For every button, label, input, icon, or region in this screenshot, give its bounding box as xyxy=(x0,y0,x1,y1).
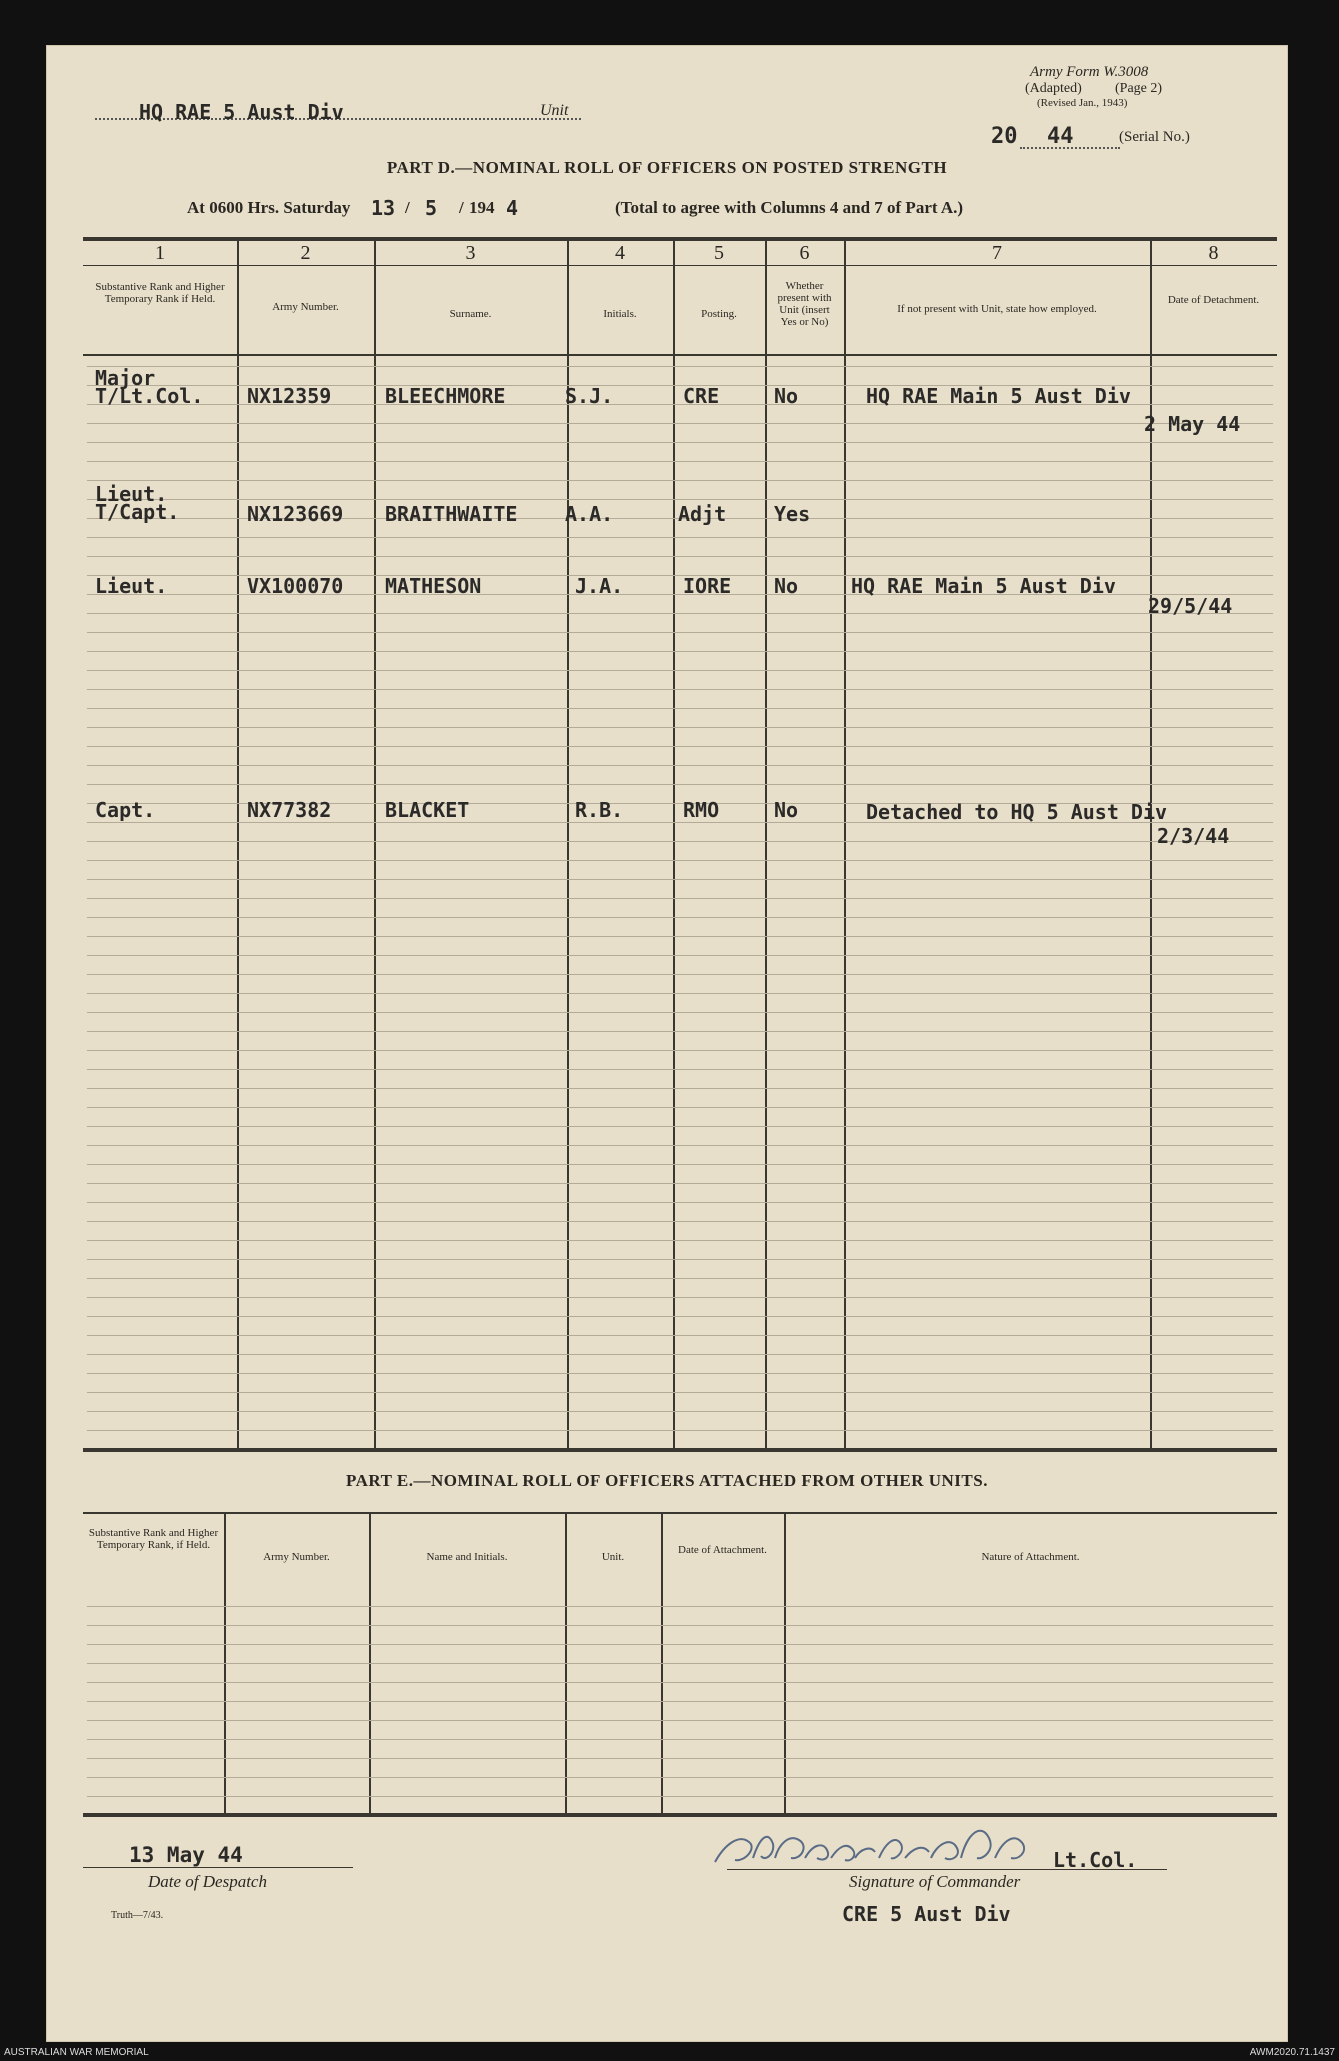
revised-label: (Revised Jan., 1943) xyxy=(1037,97,1128,109)
part-d-header-1: Substantive Rank and Higher Temporary Rank if Held. xyxy=(95,281,225,305)
year-prefix: 194 xyxy=(469,198,495,217)
form-paper: Army Form W.3008 (Adapted) (Page 2) (Revised Jan., 1943) HQ RAE 5 Aust Div Unit 20 44 (Serial No.) PART D.—NOMINAL ROLL OF OFFICERS ON POSTED STRENGTH At 0600 Hrs. Saturday 13 / 5 / 194 4 (Total to agree with Columns 4 and 7 of Part A.) 1 2 3 4 5 6 7 8 Substantive Rank and Higher Temporary Rank if Held. Army Number. Surname. Initials. Posting. Whether present with Unit (insert Yes or No) If not present with Unit, state how employed. Date of Detachment. Major T/Lt.Col. NX12359 BLEECHMORE S.J. CRE No HQ RAE Main 5 Aust Div 2 May 44 Lieut. T/Capt. NX123669 BRAITHWAITE A.A. Adjt Yes Lieut. VX100070 MATHESON J.A. IORE No HQ RAE Main 5 Aust Div 29/5/44 Capt. NX77382 BLACKET R.B. RMO No Detached to HQ 5 Aust Div 2/3/44 PART E.—NOMINAL ROLL OF OFFICERS ATTACHED FROM OTHER UNITS. Substantive Rank and Higher Temporary Rank, if Held. Army Number. Name and Initials. Unit. Date of Attachment. Nature of Attachment. 13 May 44 Date of Despatch Truth—7/43. Lt.Col. Signature of Commander CRE 5 Aust Div xyxy=(46,45,1288,2042)
column-number-rule xyxy=(83,265,1277,266)
column-number-6: 6 xyxy=(799,242,810,264)
row-2-surname: BRAITHWAITE xyxy=(385,502,518,526)
row-3-date: 29/5/44 xyxy=(1148,594,1233,618)
despatch-date: 13 May 44 xyxy=(129,1843,243,1867)
column-number-5: 5 xyxy=(714,242,724,264)
page-label: (Page 2) xyxy=(1115,81,1163,96)
at-prefix: At 0600 Hrs. Saturday xyxy=(187,198,351,217)
date-month: 5 xyxy=(425,196,438,220)
row-3-employed: HQ RAE Main 5 Aust Div xyxy=(851,574,1116,598)
row-3-posting: IORE xyxy=(683,574,732,598)
row-1-rank-2: T/Lt.Col. xyxy=(95,384,204,408)
serial-prefix: 20 xyxy=(991,124,1018,149)
column-number-4: 4 xyxy=(615,242,625,264)
part-e-header-top-rule xyxy=(83,1512,1277,1514)
row-1-posting: CRE xyxy=(683,384,720,408)
row-1-initials: S.J. xyxy=(565,384,614,408)
serial-value: 44 xyxy=(1047,124,1074,149)
column-number-2: 2 xyxy=(300,242,311,264)
part-d-header-6: Whether present with Unit (insert Yes or No) xyxy=(777,280,832,328)
credit-right: AWM2020.71.1437 xyxy=(1249,2047,1335,2058)
printer-note: Truth—7/43. xyxy=(111,1910,164,1921)
row-4-initials: R.B. xyxy=(575,798,624,822)
row-4-posting: RMO xyxy=(683,798,720,822)
serial-label: (Serial No.) xyxy=(1119,129,1190,145)
column-number-1: 1 xyxy=(155,242,165,264)
total-note: (Total to agree with Columns 4 and 7 of Part A.) xyxy=(615,198,964,217)
part-d-top-rule xyxy=(83,237,1277,241)
row-1-employed: HQ RAE Main 5 Aust Div xyxy=(866,384,1131,408)
part-e-header-2: Army Number. xyxy=(263,1551,330,1563)
part-d-column-divider xyxy=(237,237,239,1450)
part-d-header-4: Initials. xyxy=(603,308,637,320)
part-e-title: PART E.—NOMINAL ROLL OF OFFICERS ATTACHED FROM OTHER UNITS. xyxy=(346,1471,988,1490)
unit-value: HQ RAE 5 Aust Div xyxy=(139,100,344,124)
part-e-header-1: Substantive Rank and Higher Temporary Rank, if Held. xyxy=(88,1527,219,1551)
date-day: 13 xyxy=(371,196,396,220)
signature-label: Signature of Commander xyxy=(849,1872,1021,1891)
header-bottom-rule xyxy=(83,354,1277,356)
part-d-column-divider xyxy=(567,237,569,1450)
row-4-surname: BLACKET xyxy=(385,798,470,822)
commander-unit: CRE 5 Aust Div xyxy=(842,1902,1011,1926)
signature-rule xyxy=(727,1869,1167,1870)
row-1-rank-1: Major xyxy=(95,366,156,390)
part-d-header-5: Posting. xyxy=(701,308,737,320)
row-3-rank-1: Lieut. xyxy=(95,574,168,598)
column-number-3: 3 xyxy=(465,242,476,264)
row-3-number: VX100070 xyxy=(247,574,344,598)
part-d-header-7: If not present with Unit, state how employed. xyxy=(897,303,1097,315)
row-2-rank-1: Lieut. xyxy=(95,482,168,506)
row-1-surname: BLEECHMORE xyxy=(385,384,506,408)
credit-bar xyxy=(0,2045,1339,2061)
despatch-label: Date of Despatch xyxy=(148,1872,267,1891)
part-e-header-6: Nature of Attachment. xyxy=(981,1551,1080,1563)
row-1-date: 2 May 44 xyxy=(1144,412,1241,436)
part-e-header-3: Name and Initials. xyxy=(426,1551,508,1563)
part-d-header-3: Surname. xyxy=(449,308,492,320)
year-digit: 4 xyxy=(506,196,519,220)
row-2-number: NX123669 xyxy=(247,502,344,526)
row-1-number: NX12359 xyxy=(247,384,332,408)
row-4-number: NX77382 xyxy=(247,798,332,822)
row-4-date: 2/3/44 xyxy=(1157,824,1230,848)
row-4-rank-1: Capt. xyxy=(95,798,156,822)
part-d-header-2: Army Number. xyxy=(272,301,339,313)
rank-suffix: Lt.Col. xyxy=(1053,1848,1138,1872)
part-d-header-8: Date of Detachment. xyxy=(1167,294,1260,306)
row-3-initials: J.A. xyxy=(575,574,624,598)
column-number-8: 8 xyxy=(1208,242,1219,264)
row-3-surname: MATHESON xyxy=(385,574,482,598)
part-d-column-divider xyxy=(374,237,376,1450)
despatch-rule xyxy=(83,1867,353,1868)
row-2-rank-2: T/Capt. xyxy=(95,500,180,524)
adapted-label: (Adapted) xyxy=(1025,81,1082,96)
row-3-present: No xyxy=(774,574,799,598)
part-d-column-divider xyxy=(673,237,675,1450)
row-1-present: No xyxy=(774,384,799,408)
serial-dotted-line xyxy=(1020,147,1120,149)
row-4-present: No xyxy=(774,798,799,822)
part-e-top-rule xyxy=(83,1448,1277,1452)
part-e-header-4: Unit. xyxy=(601,1551,625,1563)
row-4-employed: Detached to HQ 5 Aust Div xyxy=(866,800,1168,824)
army-form-label: Army Form W.3008 xyxy=(1030,64,1149,80)
part-d-column-divider xyxy=(765,237,767,1450)
row-2-initials: A.A. xyxy=(565,502,614,526)
part-d-column-divider xyxy=(844,237,846,1450)
part-d-title: PART D.—NOMINAL ROLL OF OFFICERS ON POSTED STRENGTH xyxy=(386,158,948,177)
unit-label: Unit xyxy=(540,102,569,119)
row-2-posting: Adjt xyxy=(678,502,727,526)
part-e-header-5: Date of Attachment. xyxy=(678,1544,767,1556)
column-number-7: 7 xyxy=(992,242,1002,264)
row-2-present: Yes xyxy=(774,502,811,526)
credit-left: AUSTRALIAN WAR MEMORIAL xyxy=(4,2047,149,2058)
